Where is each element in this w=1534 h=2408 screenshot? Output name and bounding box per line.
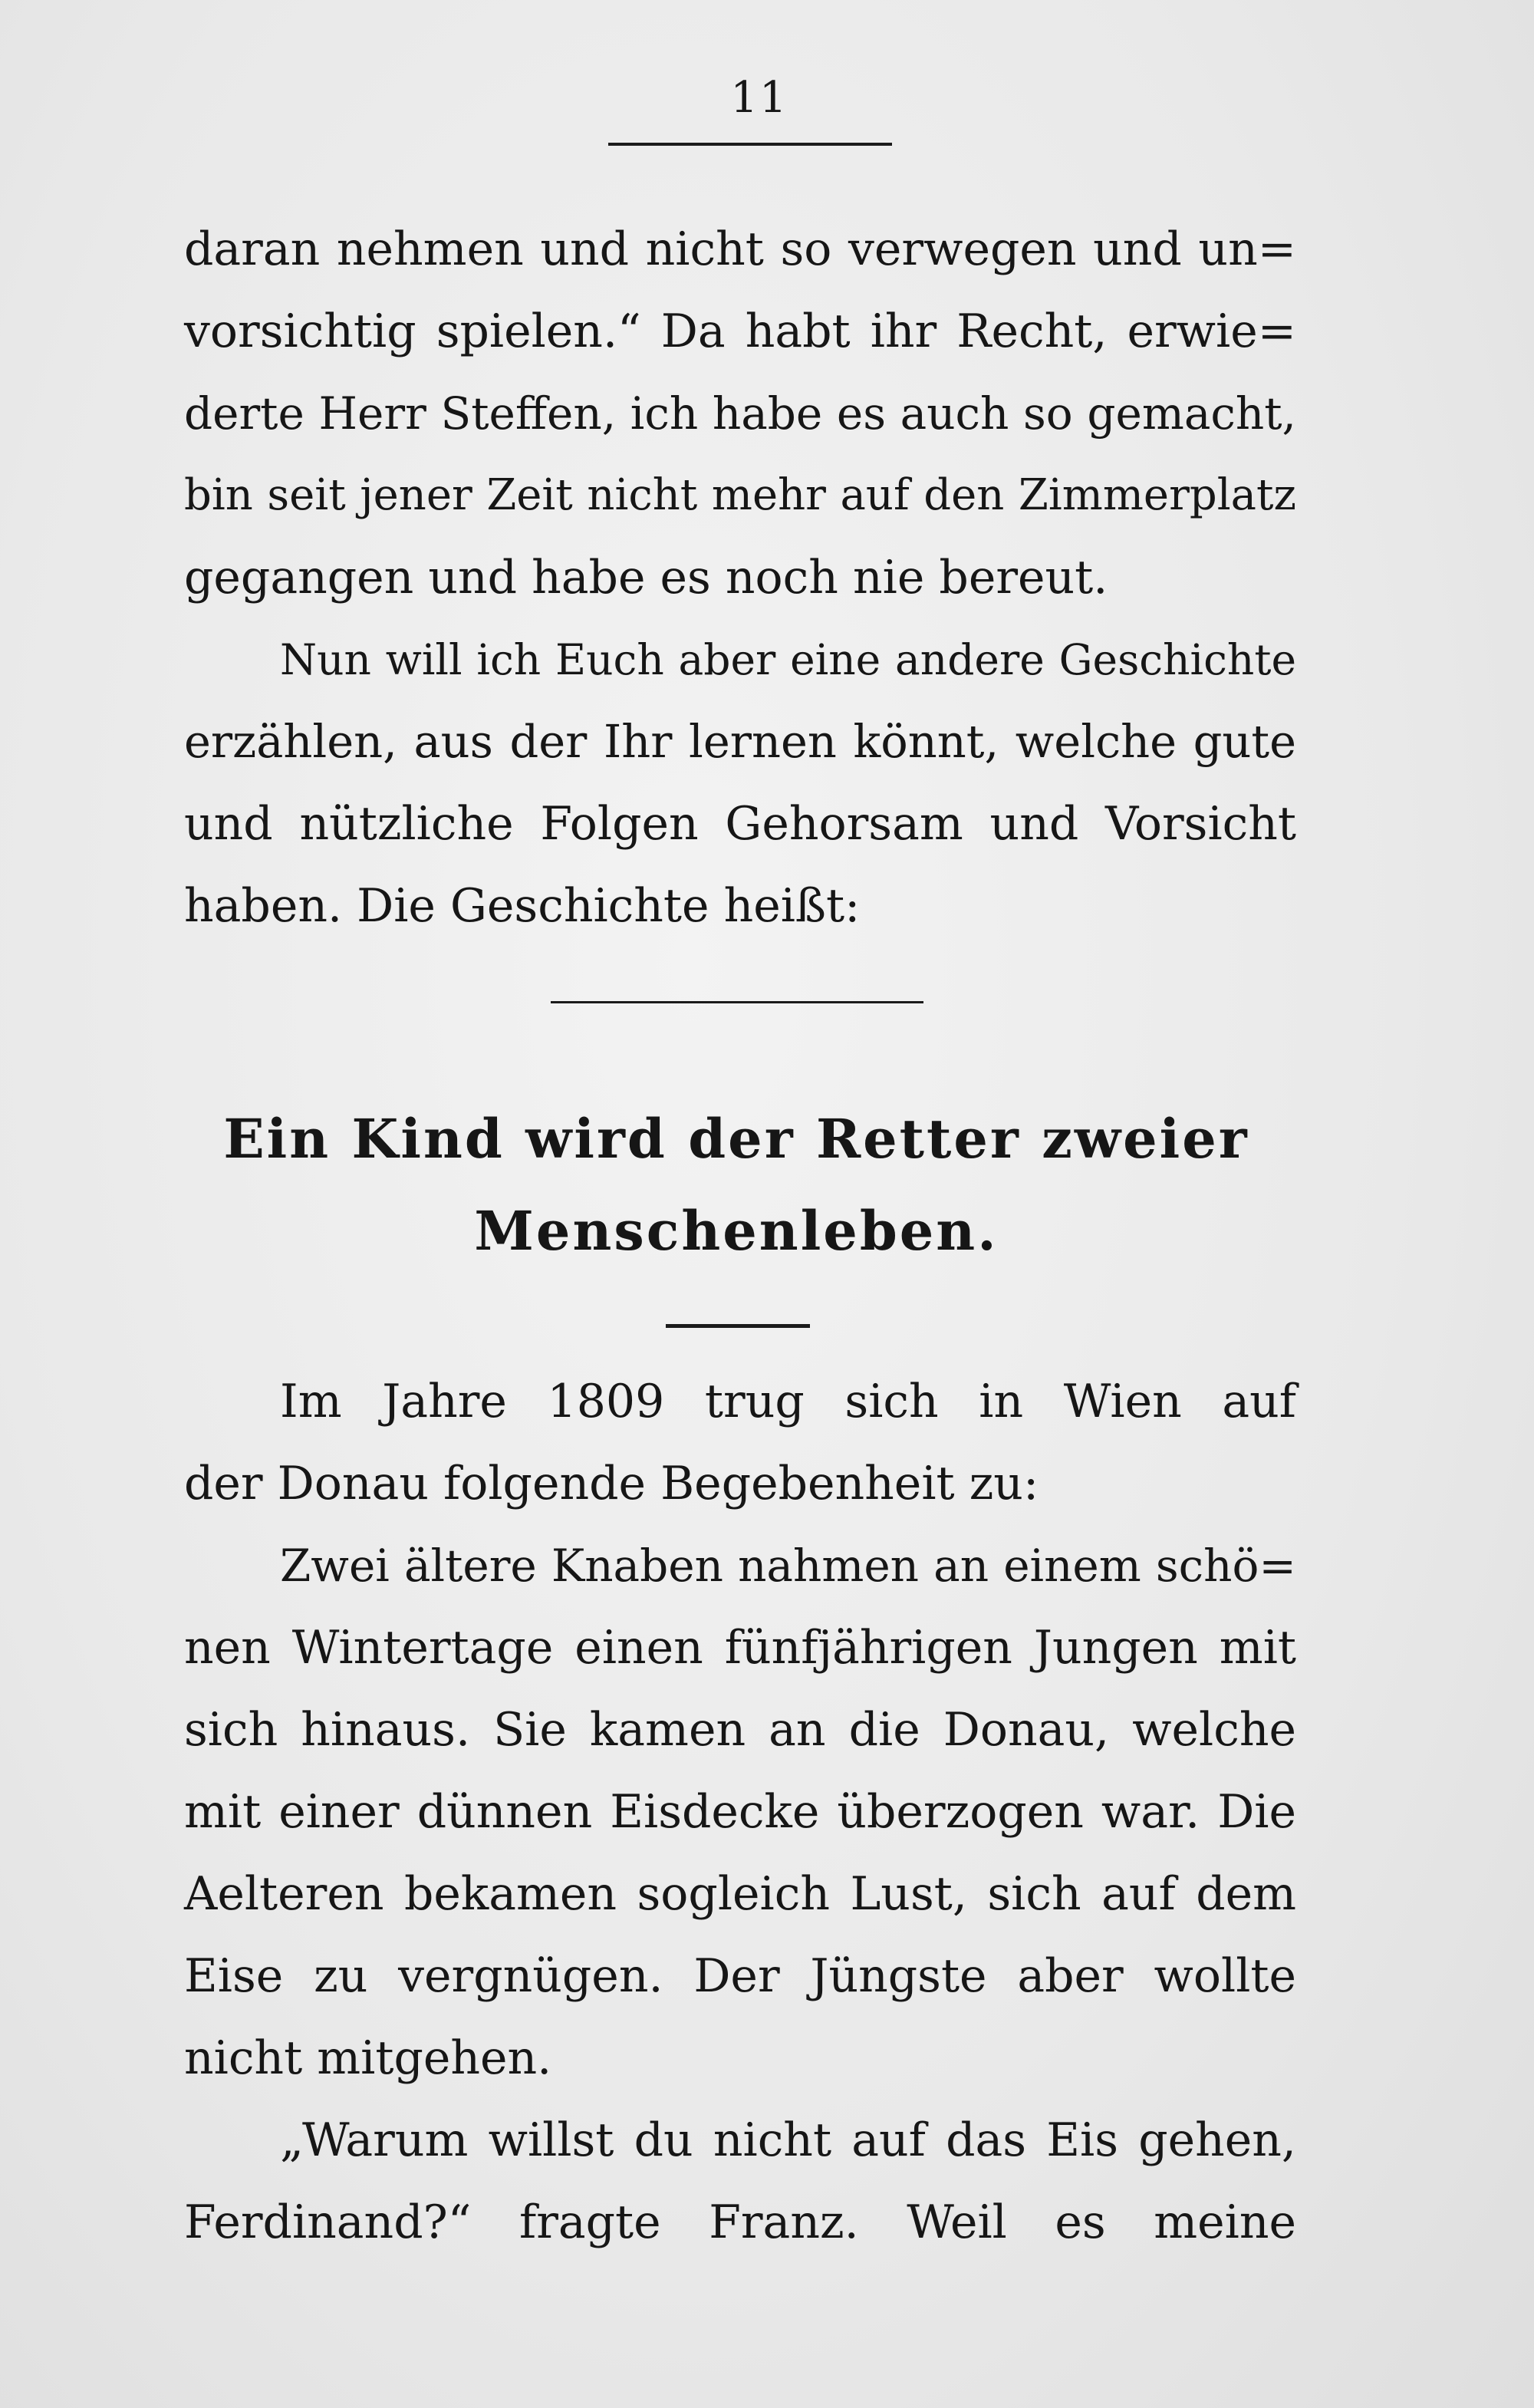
- page-number: 11: [730, 73, 788, 123]
- text-line: bin seit jener Zeit nicht mehr auf den Zimmerplatz: [184, 470, 1296, 520]
- text-line: mit einer dünnen Eisdecke überzogen war. Die: [184, 1785, 1296, 1839]
- text-line: Ferdinand?“ fragte Franz. Weil es meine: [184, 2196, 1296, 2249]
- heading-rule: [666, 1324, 810, 1328]
- text-line: und nützliche Folgen Gehorsam und Vorsicht: [184, 797, 1296, 851]
- text-line: haben. Die Geschichte heißt:: [184, 879, 861, 933]
- text-line: Zwei ältere Knaben nahmen an einem schö=: [280, 1540, 1296, 1592]
- text-line: gegangen und habe es noch nie bereut.: [184, 551, 1108, 604]
- text-line: nen Wintertage einen fünfjährigen Jungen mit: [184, 1621, 1296, 1675]
- story-heading-line-2: Menschenleben.: [474, 1199, 999, 1263]
- story-heading-line-1: Ein Kind wird der Retter zweier: [223, 1107, 1249, 1171]
- text-line: Nun will ich Euch aber eine andere Geschichte: [280, 635, 1296, 684]
- text-line: „Warum willst du nicht auf das Eis gehen,: [280, 2113, 1296, 2167]
- text-line: vorsichtig spielen.“ Da habt ihr Recht, erwie=: [184, 305, 1296, 358]
- text-line: Im Jahre 1809 trug sich in Wien auf: [280, 1375, 1296, 1428]
- text-line: sich hinaus. Sie kamen an die Donau, welche: [184, 1703, 1296, 1757]
- header-rule: [608, 143, 892, 146]
- text-line: derte Herr Steffen, ich habe es auch so gemacht,: [184, 387, 1296, 440]
- text-line: erzählen, aus der Ihr lernen könnt, welche gute: [184, 715, 1296, 768]
- text-line: Aelteren bekamen sogleich Lust, sich auf dem: [184, 1867, 1296, 1921]
- text-line: Eise zu vergnügen. Der Jüngste aber wollte: [184, 1949, 1296, 2003]
- text-line: nicht mitgehen.: [184, 2031, 552, 2085]
- text-line: daran nehmen und nicht so verwegen und un=: [184, 222, 1296, 276]
- text-line: der Donau folgende Begebenheit zu:: [184, 1457, 1039, 1510]
- section-divider: [551, 1001, 923, 1003]
